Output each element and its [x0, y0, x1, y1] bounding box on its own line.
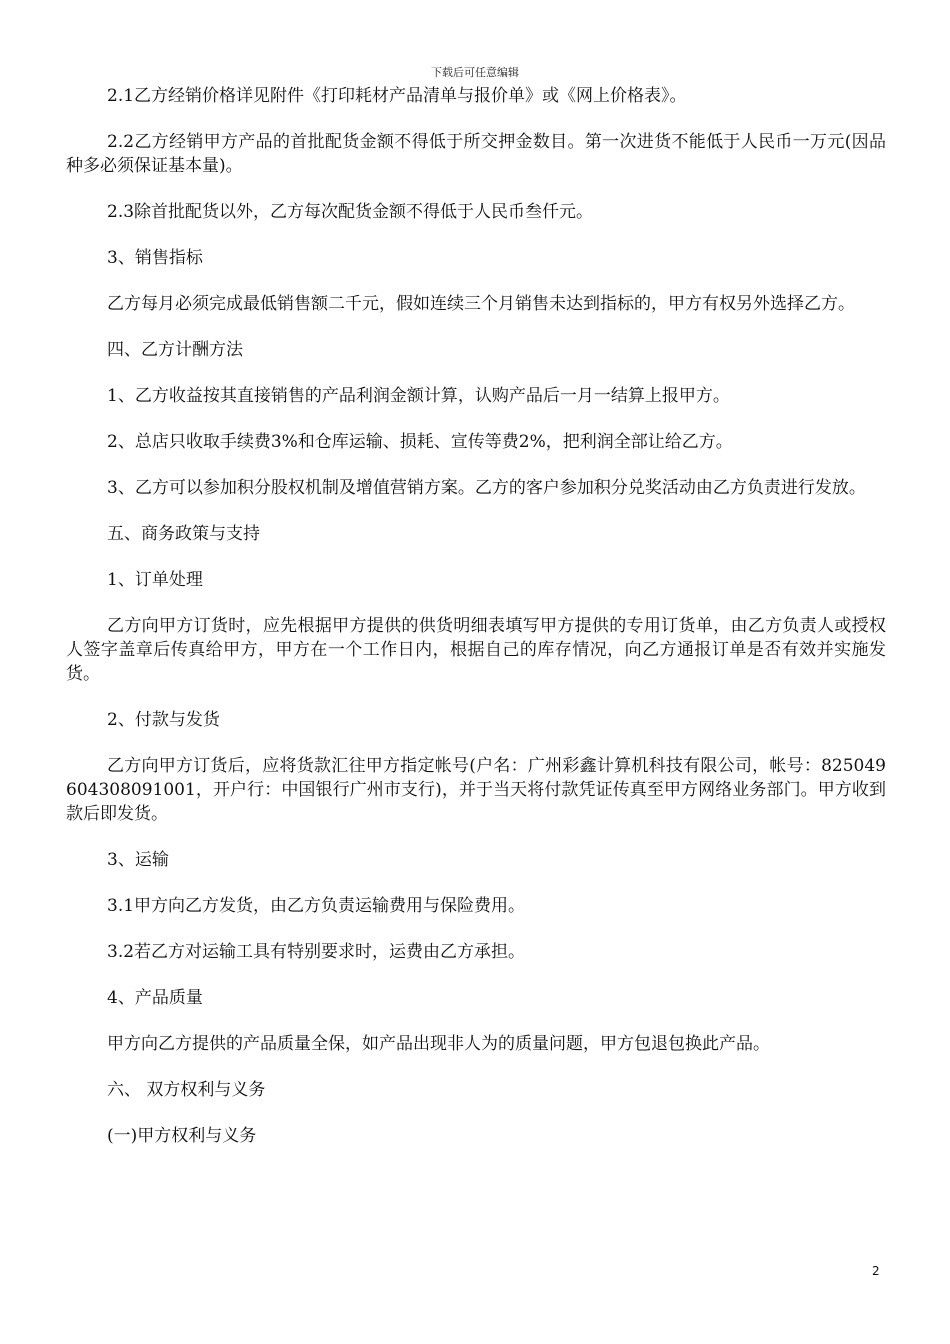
paragraph-order-processing: 乙方向甲方订货时，应先根据甲方提供的供货明细表填写甲方提供的专用订货单，由乙方负责人或授权人签字盖章后传真给甲方，甲方在一个工作日内，根据自己的库存情况，向乙方通报订单是否有效并实施发货。: [66, 616, 886, 684]
paragraph-compensation-3: 3、乙方可以参加积分股权机制及增值营销方案。乙方的客户参加积分兑奖活动由乙方负责进行发放。: [107, 478, 866, 498]
paragraph-2-1-pricing: 2.1乙方经销价格详见附件《打印耗材产品清单与报价单》或《网上价格表》。: [107, 86, 687, 106]
document-body: [66, 84, 886, 1170]
page-header-note: 下载后可任意编辑: [431, 66, 519, 79]
section-heading-compensation: 四、乙方计酬方法: [107, 340, 243, 360]
subheading-party-a-rights: (一)甲方权利与义务: [107, 1126, 257, 1146]
paragraph-2-3-subsequent-orders: 2.3除首批配货以外，乙方每次配货金额不得低于人民币叁仟元。: [107, 202, 594, 222]
paragraph-2-2-first-order: 2.2乙方经销甲方产品的首批配货金额不得低于所交押金数目。第一次进货不能低于人民币一万元(因品种多必须保证基本量)。: [66, 132, 886, 176]
section-heading-sales-target: 3、销售指标: [107, 248, 203, 268]
paragraph-product-quality: 甲方向乙方提供的产品质量全保，如产品出现非人为的质量问题，甲方包退包换此产品。: [107, 1034, 770, 1054]
paragraph-compensation-2: 2、总店只收取手续费3%和仓库运输、损耗、宣传等费2%，把利润全部让给乙方。: [107, 432, 733, 452]
subheading-transport: 3、运输: [107, 850, 169, 870]
section-heading-rights-obligations: 六、 双方权利与义务: [107, 1080, 266, 1100]
page-number: 2: [872, 1264, 880, 1278]
subheading-order-processing: 1、订单处理: [107, 570, 203, 590]
paragraph-payment-delivery: 乙方向甲方订货后，应将货款汇往甲方指定帐号(户名：广州彩鑫计算机科技有限公司，帐号：825049604308091001，开户行：中国银行广州市支行)，并于当天将付款凭证传真至甲方网络业务部门。甲方收到款后即发货。: [66, 756, 886, 824]
paragraph-transport-3-2: 3.2若乙方对运输工具有特别要求时，运费由乙方承担。: [107, 942, 526, 962]
section-heading-business-policy: 五、商务政策与支持: [107, 524, 260, 544]
paragraph-compensation-1: 1、乙方收益按其直接销售的产品利润金额计算，认购产品后一月一结算上报甲方。: [107, 386, 730, 406]
subheading-product-quality: 4、产品质量: [107, 988, 203, 1008]
paragraph-sales-target: 乙方每月必须完成最低销售额二千元，假如连续三个月销售未达到指标的，甲方有权另外选择乙方。: [107, 294, 855, 314]
paragraph-transport-3-1: 3.1甲方向乙方发货，由乙方负责运输费用与保险费用。: [107, 896, 526, 916]
subheading-payment-delivery: 2、付款与发货: [107, 710, 220, 730]
